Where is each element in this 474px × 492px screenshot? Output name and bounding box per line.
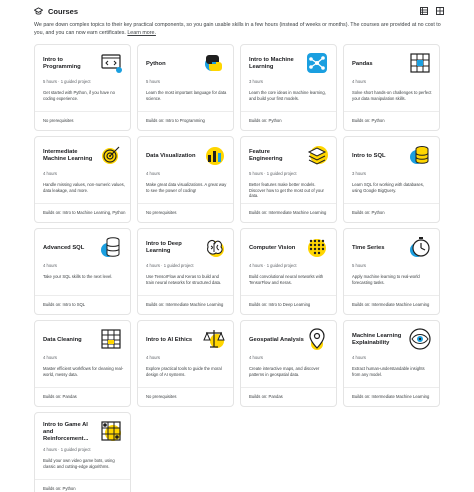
course-description: Take your SQL skills to the next level. — [43, 274, 113, 279]
spreadsheet-icon — [99, 327, 123, 351]
card-divider — [138, 111, 233, 112]
card-divider — [241, 111, 336, 112]
course-description: Extract human-understandable insights from any model. — [352, 366, 425, 377]
card-divider — [35, 387, 130, 388]
code-window-icon — [99, 51, 123, 75]
course-prerequisites: Builds on: Intermediate Machine Learning — [249, 210, 327, 215]
course-card[interactable] — [240, 136, 337, 223]
course-card[interactable] — [34, 412, 131, 492]
card-divider — [344, 111, 439, 112]
course-prerequisites: No prerequisites — [43, 118, 74, 123]
course-description: Better features make better models. Discover how to get the most out of your data. — [249, 182, 324, 199]
target-icon — [99, 143, 123, 167]
course-description: Solve short hands-on challenges to perfect your data manipulation skills. — [352, 90, 432, 101]
layers-icon — [305, 143, 329, 167]
course-description: Explore practical tools to guide the moral design of AI systems. — [146, 366, 222, 377]
course-prerequisites: Builds on: Pandas — [249, 394, 283, 399]
card-divider — [344, 387, 439, 388]
course-title-intro-to-game-ai-and-reinforcement[interactable]: Intro to Game AI and Reinforcement... — [43, 421, 89, 442]
course-title-machine-learning-explainability[interactable]: Machine Learning Explainability — [352, 333, 402, 346]
course-grid — [34, 44, 440, 492]
course-meta: 4 hours — [352, 355, 366, 360]
database-icon — [408, 143, 432, 167]
course-prerequisites: Builds on: Python — [352, 118, 385, 123]
course-card[interactable] — [240, 320, 337, 407]
course-description: Apply machine learning to real-world forecasting tasks. — [352, 274, 420, 285]
course-prerequisites: Builds on: Python — [352, 210, 385, 215]
course-description: Learn SQL for working with databases, using Google BigQuery. — [352, 182, 425, 193]
card-divider — [138, 203, 233, 204]
course-card[interactable] — [343, 136, 440, 223]
course-card[interactable] — [34, 136, 131, 223]
course-meta: 5 hours · 1 guided project — [249, 171, 297, 176]
card-divider — [35, 479, 130, 480]
course-meta: 3 hours — [352, 171, 366, 176]
course-prerequisites: No prerequisites — [146, 394, 177, 399]
card-divider — [241, 295, 336, 296]
page-header — [34, 4, 444, 18]
course-description: Build convolutional neural networks with TensorFlow and Keras. — [249, 274, 324, 285]
course-card[interactable] — [137, 44, 234, 131]
course-card[interactable] — [240, 228, 337, 315]
list-view-icon[interactable] — [420, 7, 428, 15]
course-card[interactable] — [34, 228, 131, 315]
course-prerequisites: Builds on: Python — [249, 118, 282, 123]
course-title-pandas[interactable]: Pandas — [352, 60, 373, 67]
course-prerequisites: Builds on: Intro to Programming — [146, 118, 205, 123]
view-toggle — [420, 7, 444, 15]
course-meta: 4 hours — [43, 263, 57, 268]
course-description: Make great data visualizations. A great way to see the power of coding! — [146, 182, 227, 193]
course-title-intro-to-machine-learning[interactable]: Intro to Machine Learning — [249, 57, 294, 70]
course-meta: 5 hours — [146, 79, 160, 84]
course-title-time-series[interactable]: Time Series — [352, 244, 385, 251]
dots-grid-icon — [305, 235, 329, 259]
course-meta: 4 hours · 1 guided project — [249, 263, 297, 268]
game-board-icon — [99, 419, 123, 443]
database-stack-icon — [99, 235, 123, 259]
network-nodes-icon — [305, 51, 329, 75]
course-title-intro-to-sql[interactable]: Intro to SQL — [352, 152, 386, 159]
course-meta: 4 hours · 1 guided project — [146, 263, 194, 268]
course-description: Use TensorFlow and Keras to build and train neural networks for structured data. — [146, 274, 222, 285]
card-divider — [138, 387, 233, 388]
graduation-cap-icon — [34, 7, 43, 16]
brain-icon — [202, 235, 226, 259]
course-title-feature-engineering[interactable]: Feature Engineering — [249, 149, 283, 162]
course-prerequisites: Builds on: Python — [43, 486, 76, 491]
course-description: Create interactive maps, and discover patterns in geospatial data. — [249, 366, 320, 377]
course-title-geospatial-analysis[interactable]: Geospatial Analysis — [249, 336, 304, 343]
course-card[interactable] — [343, 320, 440, 407]
course-prerequisites: Builds on: Intermediate Machine Learning — [352, 394, 430, 399]
map-pin-icon — [305, 327, 329, 351]
python-icon — [202, 51, 226, 75]
table-grid-icon — [408, 51, 432, 75]
eye-icon — [408, 327, 432, 351]
card-divider — [138, 295, 233, 296]
course-prerequisites: Builds on: Pandas — [43, 394, 77, 399]
grid-view-icon[interactable] — [436, 7, 444, 15]
course-title-intro-to-ai-ethics[interactable]: Intro to AI Ethics — [146, 336, 193, 343]
course-title-python[interactable]: Python — [146, 60, 166, 67]
course-meta: 4 hours — [43, 171, 57, 176]
course-title-data-visualization[interactable]: Data Visualization — [146, 152, 196, 159]
course-description: Get started with Python, if you have no coding experience. — [43, 90, 115, 101]
course-title-intro-to-deep-learning[interactable]: Intro to Deep Learning — [146, 241, 182, 254]
course-meta: 4 hours — [249, 355, 263, 360]
course-meta: 4 hours — [352, 79, 366, 84]
scales-icon — [202, 327, 226, 351]
course-title-advanced-sql[interactable]: Advanced SQL — [43, 244, 85, 251]
course-card[interactable] — [343, 228, 440, 315]
course-prerequisites: Builds on: Intro to Machine Learning, Python — [43, 210, 126, 215]
card-divider — [35, 295, 130, 296]
course-card[interactable] — [34, 44, 131, 131]
card-divider — [344, 203, 439, 204]
card-divider — [35, 203, 130, 204]
course-meta: 4 hours — [146, 171, 160, 176]
course-meta: 4 hours — [146, 355, 160, 360]
course-title-computer-vision[interactable]: Computer Vision — [249, 244, 296, 251]
course-title-intermediate-machine-learning[interactable]: Intermediate Machine Learning — [43, 149, 93, 162]
course-meta: 5 hours · 1 guided project — [43, 79, 91, 84]
course-description: Learn the most important language for data science. — [146, 90, 227, 101]
card-divider — [35, 111, 130, 112]
course-description: Master efficient workflows for cleaning real-world, messy data. — [43, 366, 124, 377]
course-meta: 5 hours — [352, 263, 366, 268]
course-card[interactable] — [137, 136, 234, 223]
card-divider — [344, 295, 439, 296]
course-description: Handle missing values, non-numeric values, data leakage, and more. — [43, 182, 125, 193]
chart-bubble-icon — [202, 143, 226, 167]
course-meta: 4 hours — [43, 355, 57, 360]
page-title: Courses — [48, 6, 79, 16]
course-card[interactable] — [34, 320, 131, 407]
course-description: Learn the core ideas in machine learning, and build your first models. — [249, 90, 326, 101]
course-prerequisites: No prerequisites — [146, 210, 177, 215]
course-title-data-cleaning[interactable]: Data Cleaning — [43, 336, 82, 343]
course-card[interactable] — [137, 228, 234, 315]
course-card[interactable] — [240, 44, 337, 131]
card-divider — [241, 203, 336, 204]
course-card[interactable] — [137, 320, 234, 407]
course-card[interactable] — [343, 44, 440, 131]
course-prerequisites: Builds on: Intro to SQL — [43, 302, 86, 307]
card-divider — [241, 387, 336, 388]
course-prerequisites: Builds on: Intermediate Machine Learning — [146, 302, 224, 307]
course-description: Build your own video game bots, using classic and cutting-edge algorithms. — [43, 458, 115, 469]
course-meta: 4 hours · 1 guided project — [43, 447, 91, 452]
course-prerequisites: Builds on: Intermediate Machine Learning — [352, 302, 430, 307]
course-prerequisites: Builds on: Intro to Deep Learning — [249, 302, 311, 307]
learn-more-link[interactable]: Learn more. — [127, 30, 156, 36]
stopwatch-icon — [408, 235, 432, 259]
course-meta: 3 hours — [249, 79, 263, 84]
course-title-intro-to-programming[interactable]: Intro to Programming — [43, 57, 81, 70]
intro-text: We pare down complex topics to their key practical components, so you gain usable skills in a few hours (instead of weeks or months). The courses are provided at no cost to you, and you can now earn certificates. Learn more. — [34, 22, 441, 36]
